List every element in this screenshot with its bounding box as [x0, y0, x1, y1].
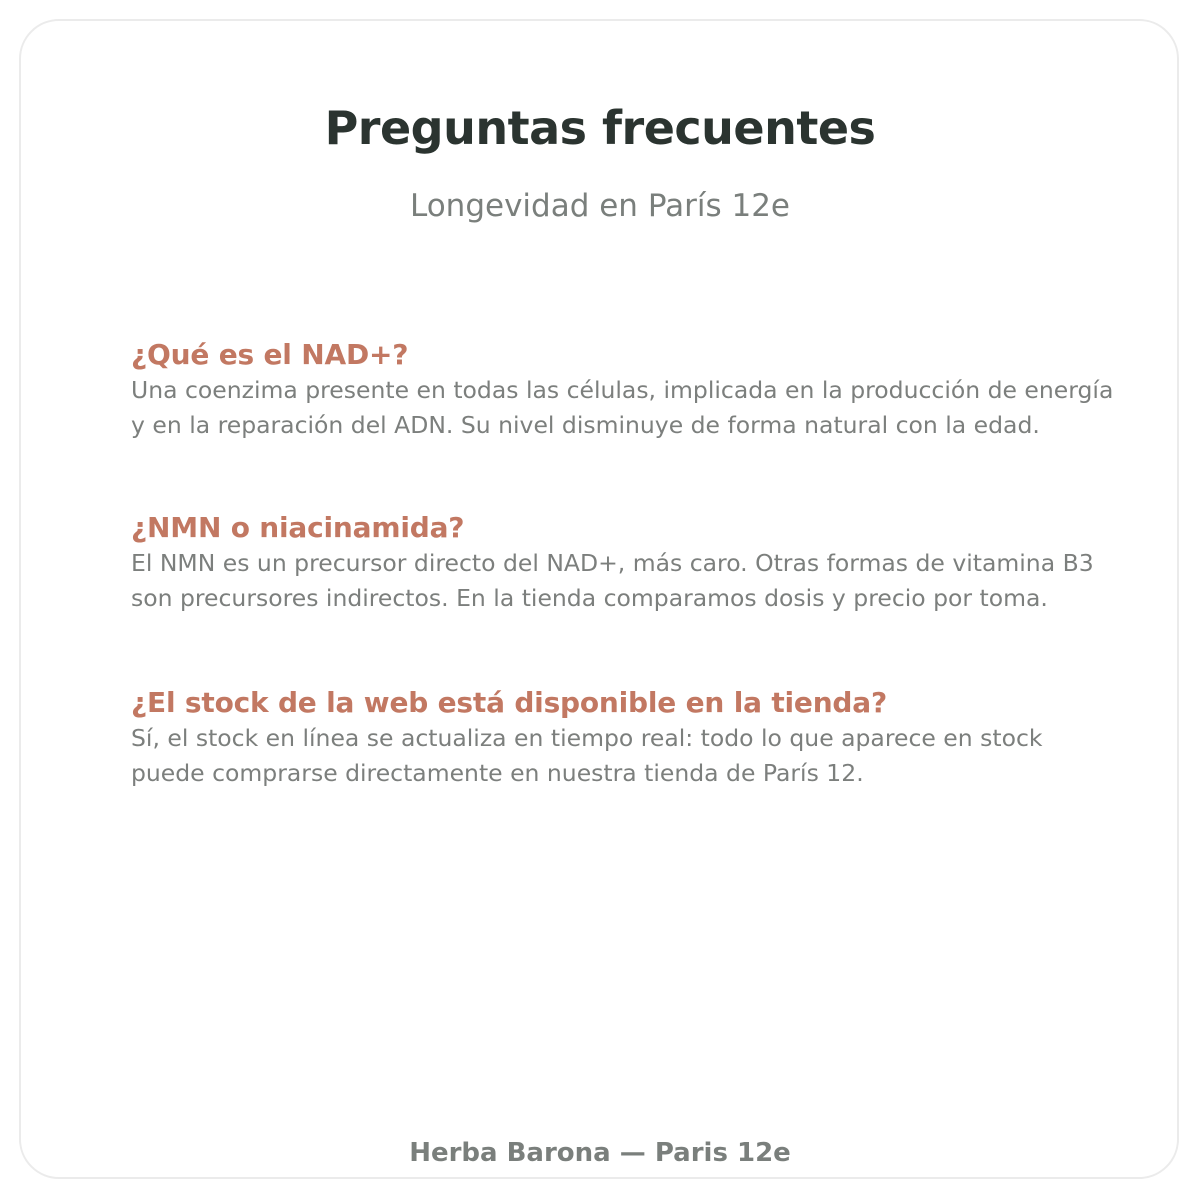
faq-answer: El NMN es un precursor directo del NAD+, más caro. Otras formas de vitamina B3 son precursores indirectos. En la tienda comparamos dosis y precio por toma. [131, 549, 1094, 612]
faq-item [131, 685, 1121, 791]
faq-answer: Una coenzima presente en todas las células, implicada en la producción de energía y en la reparación del ADN. Su nivel disminuye de forma natural con la edad. [131, 376, 1114, 439]
faq-question: ¿Qué es el NAD+? [131, 338, 409, 371]
page-title: Preguntas frecuentes [324, 101, 876, 155]
page-subtitle: Longevidad en París 12e [409, 188, 790, 224]
faq-item [131, 337, 1121, 443]
faq-item [131, 510, 1121, 616]
faq-question: ¿El stock de la web está disponible en la tienda? [131, 686, 888, 719]
faq-answer: Sí, el stock en línea se actualiza en tiempo real: todo lo que aparece en stock puede comprarse directamente en nuestra tienda de París 12. [131, 724, 1043, 787]
footer-brand: Herba Barona — Paris 12e [409, 1138, 791, 1168]
faq-question: ¿NMN o niacinamida? [131, 511, 465, 544]
